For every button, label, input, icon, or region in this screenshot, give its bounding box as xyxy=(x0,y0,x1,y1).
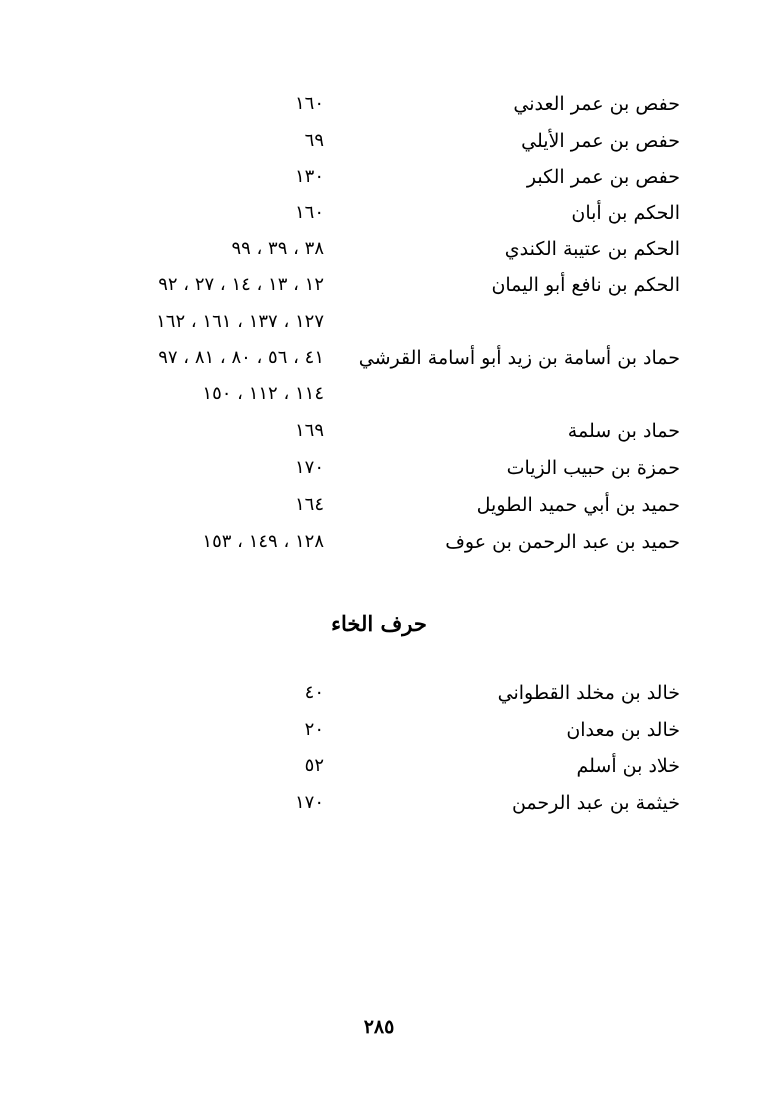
entry-pages: ٦٩ xyxy=(304,130,324,151)
entry-name: خالد بن مخلد القطواني xyxy=(497,682,680,704)
entry-pages: ١٧٠ xyxy=(294,792,324,813)
index-entry xyxy=(0,231,758,267)
entry-pages: ١٣٠ xyxy=(294,166,324,187)
entry-name: حمزة بن حبيب الزيات xyxy=(506,457,680,479)
entry-pages: ١٢ ، ١٣ ، ١٤ ، ٢٧ ، ٩٢ xyxy=(158,274,324,295)
entry-pages: ١٢٨ ، ١٤٩ ، ١٥٣ xyxy=(202,531,324,552)
entry-pages: ١٦٤ xyxy=(294,494,324,515)
index-entry xyxy=(0,675,758,711)
entry-pages: ١١٤ ، ١١٢ ، ١٥٠ xyxy=(202,383,324,404)
index-entry xyxy=(0,86,758,122)
index-entry xyxy=(0,413,758,449)
index-entry xyxy=(0,195,758,231)
entry-name: حفص بن عمر الكبر xyxy=(526,166,680,188)
index-entry xyxy=(0,712,758,748)
index-entry xyxy=(0,450,758,486)
entry-name: الحكم بن نافع أبو اليمان xyxy=(491,274,680,296)
index-entry xyxy=(0,487,758,523)
entry-pages: ١٦٠ xyxy=(294,93,324,114)
entry-pages: ٤٠ xyxy=(304,682,324,703)
entry-name: الحكم بن أبان xyxy=(571,202,680,224)
entry-name: حميد بن أبي حميد الطويل xyxy=(476,494,680,516)
entry-name: خالد بن معدان xyxy=(566,719,680,741)
index-entry xyxy=(0,748,758,784)
entry-pages: ١٢٧ ، ١٣٧ ، ١٦١ ، ١٦٢ xyxy=(156,311,324,332)
entry-pages: ١٧٠ xyxy=(294,457,324,478)
entry-name: حفص بن عمر الأيلي xyxy=(521,130,680,152)
page-number: ٢٨٥ xyxy=(363,1016,395,1038)
index-entry xyxy=(0,340,758,376)
entry-pages: ٥٢ xyxy=(304,755,324,776)
entry-name: حفص بن عمر العدني xyxy=(513,93,680,115)
entry-name: الحكم بن عتيبة الكندي xyxy=(504,238,680,260)
index-entry xyxy=(0,123,758,159)
index-entry xyxy=(0,159,758,195)
entry-name: حميد بن عبد الرحمن بن عوف xyxy=(445,531,680,553)
entry-pages: ٣٨ ، ٣٩ ، ٩٩ xyxy=(231,238,324,259)
entry-name: خيثمة بن عبد الرحمن xyxy=(511,792,680,814)
entry-pages: ١٦٠ xyxy=(294,202,324,223)
entry-pages: ٢٠ xyxy=(304,719,324,740)
entry-pages: ٤١ ، ٥٦ ، ٨٠ ، ٨١ ، ٩٧ xyxy=(158,347,324,368)
entry-pages: ١٦٩ xyxy=(294,420,324,441)
entry-name: حماد بن أسامة بن زيد أبو أسامة القرشي xyxy=(358,347,680,369)
index-entry xyxy=(0,785,758,821)
index-entry-continuation xyxy=(0,376,758,412)
entry-name: خلاد بن أسلم xyxy=(576,755,680,777)
index-entry-continuation xyxy=(0,304,758,340)
index-entry xyxy=(0,267,758,303)
entry-name: حماد بن سلمة xyxy=(567,420,680,442)
section-heading: حرف الخاء xyxy=(331,611,427,636)
index-entry xyxy=(0,524,758,560)
